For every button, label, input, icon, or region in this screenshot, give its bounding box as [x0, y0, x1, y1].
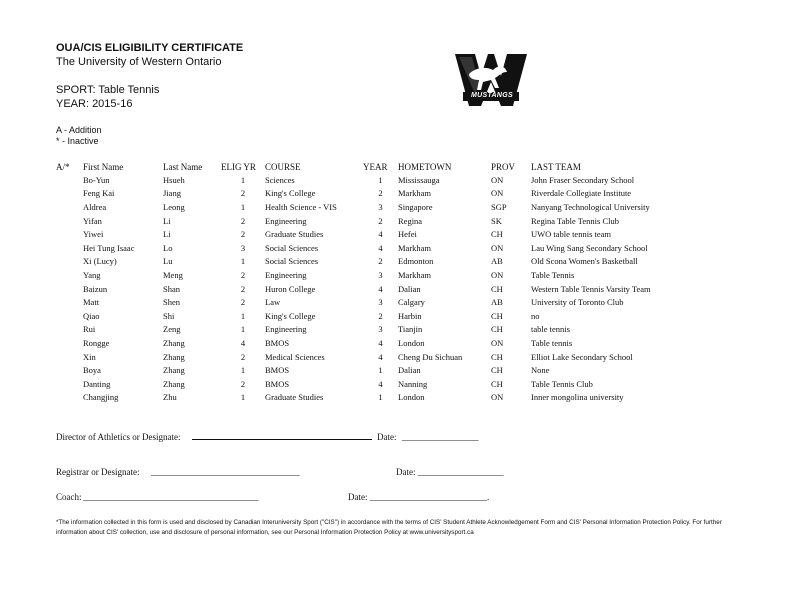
legend-inactive: * - Inactive — [56, 136, 99, 146]
cell-year: 2 — [378, 256, 383, 267]
cell-status — [56, 336, 83, 350]
cell-status — [56, 363, 83, 377]
cell-hometown: Mississauga — [398, 174, 440, 185]
cell-prov: ON — [491, 174, 504, 185]
cell-elig-yr: 2 — [240, 297, 246, 308]
table-row — [56, 350, 681, 364]
table-row — [56, 255, 681, 269]
cell-status — [56, 268, 83, 282]
cell-hometown: London — [398, 392, 425, 403]
cell-first-name: Qiao — [83, 310, 100, 321]
col-header-elig-yr: ELIG YR — [221, 161, 256, 172]
cell-course: King's College — [265, 188, 316, 199]
cell-last-team: Riverdale Collegiate Institute — [531, 188, 632, 199]
cell-last-name: Leong — [163, 201, 185, 212]
cell-hometown: Markham — [398, 269, 432, 280]
registrar-date-line[interactable]: ___________________ — [418, 467, 504, 477]
cell-elig-yr: 2 — [240, 269, 246, 280]
cell-first-name: Xi (Lucy) — [83, 256, 117, 267]
cell-year: 1 — [378, 365, 383, 376]
cell-last-team: University of Toronto Club — [531, 297, 624, 308]
cell-hometown: Markham — [398, 188, 432, 199]
coach-signature-line[interactable]: _______________________________________ — [83, 492, 259, 502]
cell-course: Engineering — [265, 269, 307, 280]
registrar-date-label: Date: — [396, 467, 416, 477]
cell-status — [56, 282, 83, 296]
cell-status — [56, 241, 83, 255]
table-row — [56, 363, 681, 377]
col-header-course: COURSE — [265, 161, 301, 172]
col-header-prov: PROV — [491, 161, 516, 172]
roster-body — [56, 173, 681, 404]
cell-first-name: Feng Kai — [83, 188, 115, 199]
cell-last-name: Hsueh — [163, 174, 185, 185]
cell-elig-yr: 2 — [240, 188, 246, 199]
legend-addition: A - Addition — [56, 125, 102, 135]
col-header-year: YEAR — [363, 161, 388, 172]
cell-status — [56, 200, 83, 214]
table-row — [56, 241, 681, 255]
cell-first-name: Bo-Yun — [83, 174, 110, 185]
cell-prov: SGP — [491, 201, 507, 212]
cell-prov: CH — [491, 365, 503, 376]
year-line: YEAR: 2015-16 — [56, 98, 133, 110]
cell-status — [56, 377, 83, 391]
cell-hometown: Regina — [398, 215, 423, 226]
table-row — [56, 323, 681, 337]
coach-date-line[interactable]: __________________________. — [370, 492, 490, 502]
cell-course: Social Sciences — [265, 242, 319, 253]
cell-prov: AB — [491, 297, 503, 308]
cell-last-team: Table Tennis — [531, 269, 575, 280]
cell-hometown: London — [398, 337, 425, 348]
col-header-first-name: First Name — [83, 161, 124, 172]
cell-course: Huron College — [265, 283, 316, 294]
cell-year: 3 — [378, 297, 383, 308]
cell-prov: ON — [491, 269, 504, 280]
col-header-status: A/* — [56, 161, 70, 172]
cell-course: Engineering — [265, 215, 307, 226]
cell-last-name: Zhang — [163, 378, 185, 389]
cell-last-name: Meng — [163, 269, 183, 280]
cell-first-name: Rongge — [83, 337, 110, 348]
coach-date-label: Date: — [348, 492, 368, 502]
cell-status — [56, 187, 83, 201]
cell-first-name: Xin — [83, 351, 96, 362]
cell-prov: CH — [491, 324, 503, 335]
cell-hometown: Dalian — [398, 365, 421, 376]
table-header-row — [56, 160, 681, 173]
roster-table — [56, 160, 681, 404]
cell-course: BMOS — [265, 337, 290, 348]
director-date-label: Date: — [377, 432, 397, 442]
cell-hometown: Tianjin — [398, 324, 423, 335]
cell-course: Graduate Studies — [265, 229, 324, 240]
cell-course: BMOS — [265, 378, 290, 389]
cell-prov: ON — [491, 392, 504, 403]
cell-last-name: Zhang — [163, 351, 185, 362]
cell-year: 3 — [378, 201, 383, 212]
cell-year: 2 — [378, 188, 383, 199]
cell-elig-yr: 1 — [240, 174, 246, 185]
director-signature-line[interactable] — [192, 439, 372, 440]
cell-first-name: Rui — [83, 324, 96, 335]
cell-last-team: Inner mongolina university — [531, 392, 624, 403]
privacy-footnote: *The information collected in this form is used and disclosed by Canadian Interuniversity Sport ("CIS") in accordance with the terms of CIS' Student Athlete Acknowledgement Form and CIS' Personal Information Protection Policy. For further information about CIS' collection, use and disclosure of personal information, see our Personal Information Protection Policy at www.universitysport.ca — [56, 519, 722, 536]
director-signature-label: Director of Athletics or Designate: — [56, 432, 181, 442]
cell-last-name: Shan — [163, 283, 180, 294]
cell-last-team: Table tennis — [531, 337, 573, 348]
cell-last-name: Lu — [163, 256, 173, 267]
mustangs-w-logo-icon — [455, 54, 527, 110]
cell-year: 4 — [378, 378, 383, 389]
cell-course: BMOS — [265, 365, 290, 376]
cell-elig-yr: 1 — [240, 392, 246, 403]
cell-last-team: no — [531, 310, 540, 321]
cell-prov: ON — [491, 242, 504, 253]
cell-year: 2 — [378, 215, 383, 226]
cell-prov: CH — [491, 351, 503, 362]
cell-course: Engineering — [265, 324, 307, 335]
cell-status — [56, 309, 83, 323]
cell-course: Sciences — [265, 174, 295, 185]
table-row — [56, 336, 681, 350]
cell-course: Social Sciences — [265, 256, 319, 267]
cell-year: 2 — [378, 310, 383, 321]
cell-hometown: Edmonton — [398, 256, 434, 267]
sport-line: SPORT: Table Tennis — [56, 84, 160, 96]
cell-status — [56, 227, 83, 241]
cell-elig-yr: 4 — [240, 337, 246, 348]
cell-course: Health Science - VIS — [265, 201, 337, 212]
cell-first-name: Hei Tung Isaac — [83, 242, 135, 253]
table-row — [56, 268, 681, 282]
cell-last-name: Jiang — [163, 188, 181, 199]
cell-year: 1 — [378, 174, 383, 185]
cell-elig-yr: 1 — [240, 256, 246, 267]
col-header-last-team: LAST TEAM — [531, 161, 581, 172]
cell-last-name: Shi — [163, 310, 175, 321]
cell-last-team: Regina Table Tennis Club — [531, 215, 619, 226]
cell-status — [56, 350, 83, 364]
cell-prov: CH — [491, 378, 503, 389]
cell-year: 3 — [378, 269, 383, 280]
cell-hometown: Markham — [398, 242, 432, 253]
cell-year: 4 — [378, 337, 383, 348]
cell-course: Law — [265, 297, 281, 308]
cell-elig-yr: 1 — [240, 365, 246, 376]
cell-status — [56, 323, 83, 337]
cell-prov: ON — [491, 337, 504, 348]
cell-last-team: table tennis — [531, 324, 570, 335]
table-row — [56, 282, 681, 296]
cell-last-name: Zeng — [163, 324, 181, 335]
cell-last-team: Elliot Lake Secondary School — [531, 351, 633, 362]
cell-year: 4 — [378, 229, 383, 240]
cell-year: 3 — [378, 324, 383, 335]
cell-prov: CH — [491, 310, 503, 321]
cell-last-name: Zhang — [163, 365, 185, 376]
cell-first-name: Matt — [83, 297, 100, 308]
cell-hometown: Singapore — [398, 201, 433, 212]
cell-elig-yr: 2 — [240, 215, 246, 226]
cell-course: King's College — [265, 310, 316, 321]
table-row — [56, 214, 681, 228]
cell-elig-yr: 2 — [240, 229, 246, 240]
table-row — [56, 173, 681, 187]
col-header-hometown: HOMETOWN — [398, 161, 452, 172]
col-header-last-name: Last Name — [163, 161, 203, 172]
cell-prov: AB — [491, 256, 503, 267]
cell-status — [56, 255, 83, 269]
table-row — [56, 187, 681, 201]
cell-prov: ON — [491, 188, 504, 199]
cell-status — [56, 295, 83, 309]
cell-last-name: Li — [163, 229, 171, 240]
cell-last-name: Shen — [163, 297, 180, 308]
certificate-title: OUA/CIS ELIGIBILITY CERTIFICATE — [56, 42, 244, 54]
table-row — [56, 295, 681, 309]
table-row — [56, 227, 681, 241]
cell-last-team: Nanyang Technological University — [531, 201, 650, 212]
cell-last-team: Lau Wing Sang Secondary School — [531, 242, 648, 253]
cell-first-name: Yiwei — [83, 229, 104, 240]
cell-last-team: None — [531, 365, 550, 376]
cell-elig-yr: 1 — [240, 310, 246, 321]
cell-hometown: Dalian — [398, 283, 421, 294]
cell-last-team: John Fraser Secondary School — [531, 174, 635, 185]
director-date-line[interactable]: _________________ — [402, 432, 479, 442]
cell-prov: CH — [491, 229, 503, 240]
cell-course: Medical Sciences — [265, 351, 325, 362]
cell-first-name: Changjing — [83, 392, 119, 403]
table-row — [56, 309, 681, 323]
cell-last-team: Old Scona Women's Basketball — [531, 256, 638, 267]
cell-first-name: Yifan — [83, 215, 102, 226]
cell-first-name: Baizun — [83, 283, 108, 294]
cell-last-team: Western Table Tennis Varsity Team — [531, 283, 651, 294]
cell-last-name: Lo — [163, 242, 173, 253]
cell-first-name: Yang — [83, 269, 101, 280]
coach-signature-label: Coach: — [56, 492, 82, 502]
cell-last-name: Li — [163, 215, 171, 226]
table-row — [56, 200, 681, 214]
cell-last-name: Zhu — [163, 392, 177, 403]
cell-last-team: Table Tennis Club — [531, 378, 593, 389]
cell-prov: CH — [491, 283, 503, 294]
cell-first-name: Aldrea — [83, 201, 107, 212]
cell-hometown: Hefei — [398, 229, 417, 240]
cell-status — [56, 214, 83, 228]
logo-text: MUSTANGS — [471, 92, 513, 99]
cell-year: 4 — [378, 283, 383, 294]
cell-elig-yr: 2 — [240, 283, 246, 294]
cell-hometown: Nanning — [398, 378, 428, 389]
cell-elig-yr: 1 — [240, 201, 246, 212]
cell-elig-yr: 2 — [240, 378, 246, 389]
cell-year: 4 — [378, 351, 383, 362]
university-name: The University of Western Ontario — [56, 56, 222, 68]
table-row — [56, 377, 681, 391]
registrar-signature-line[interactable]: _________________________________ — [151, 467, 300, 477]
cell-hometown: Cheng Du Sichuan — [398, 351, 463, 362]
cell-status — [56, 391, 83, 405]
cell-hometown: Calgary — [398, 297, 425, 308]
cell-first-name: Boya — [83, 365, 101, 376]
cell-elig-yr: 3 — [240, 242, 246, 253]
registrar-signature-label: Registrar or Designate: — [56, 467, 140, 477]
cell-year: 4 — [378, 242, 383, 253]
cell-year: 1 — [378, 392, 383, 403]
cell-course: Graduate Studies — [265, 392, 324, 403]
cell-hometown: Harbin — [398, 310, 422, 321]
cell-first-name: Danting — [83, 378, 111, 389]
table-row — [56, 391, 681, 405]
cell-elig-yr: 1 — [240, 324, 246, 335]
cell-last-team: UWO table tennis team — [531, 229, 612, 240]
cell-elig-yr: 2 — [240, 351, 246, 362]
cell-prov: SK — [491, 215, 502, 226]
cell-status — [56, 173, 83, 187]
cell-last-name: Zhang — [163, 337, 185, 348]
